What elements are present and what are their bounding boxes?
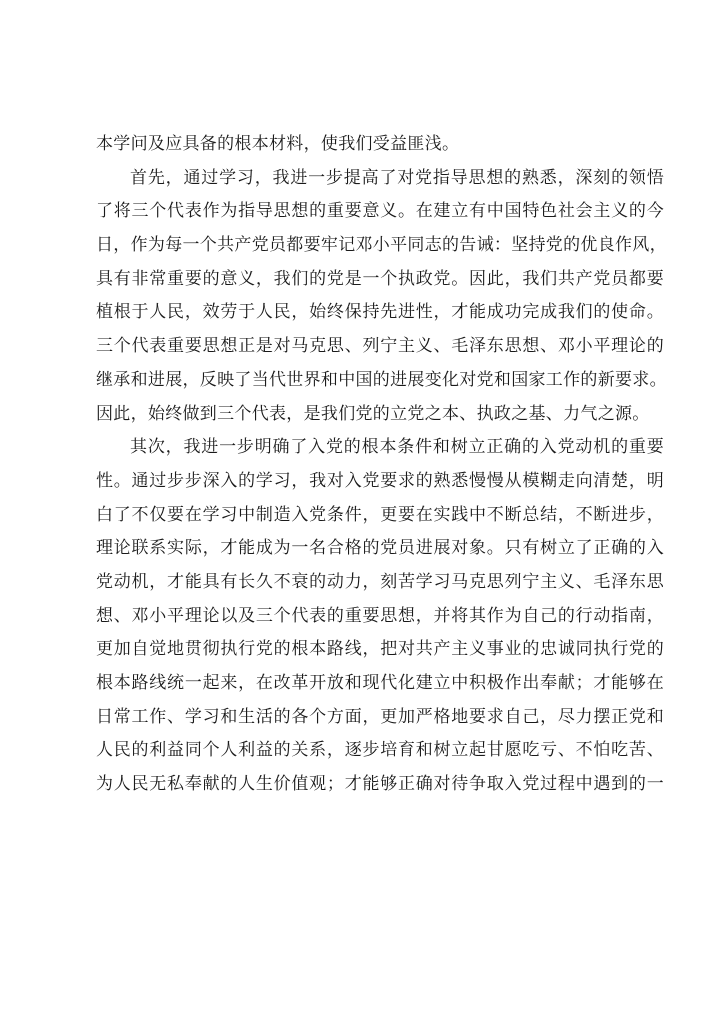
text-line: 植根于人民，效劳于人民，始终保持先进性，才能成功完成我们的使命。	[96, 302, 664, 323]
text-line: 性。通过步步深入的学习，我对入党要求的熟悉慢慢从模糊走向清楚，明	[96, 470, 664, 491]
text-line: 更加自觉地贯彻执行党的根本路线，把对共产主义事业的忠诚同执行党的	[96, 639, 664, 660]
text-line: 继承和进展，反映了当代世界和中国的进展变化对党和国家工作的新要求。	[96, 369, 667, 390]
text-line: 因此，始终做到三个代表，是我们党的立党之本、执政之基、力气之源。	[96, 403, 650, 424]
text-line: 白了不仅要在学习中制造入党条件，更要在实践中不断总结，不断进步，	[96, 504, 664, 525]
text-line: 党动机，才能具有长久不衰的动力，刻苦学习马克思列宁主义、毛泽东思	[96, 571, 664, 592]
text-line: 其次，我进一步明确了入党的根本条件和树立正确的入党动机的重要	[130, 437, 664, 458]
text-line: 为人民无私奉献的人生价值观；才能够正确对待争取入党过程中遇到的一	[96, 774, 664, 795]
text-line: 三个代表重要思想正是对马克思、列宁主义、毛泽东思想、邓小平理论的	[96, 336, 664, 357]
body-text	[96, 128, 667, 802]
text-line: 想、邓小平理论以及三个代表的重要思想，并将其作为自己的行动指南，	[96, 605, 664, 626]
text-line: 日常工作、学习和生活的各个方面，更加严格地要求自己，尽力摆正党和	[96, 706, 664, 727]
text-line: 理论联系实际，才能成为一名合格的党员进展对象。只有树立了正确的入	[96, 538, 664, 559]
text-line: 人民的利益同个人利益的关系，逐步培育和树立起甘愿吃亏、不怕吃苦、	[96, 740, 664, 761]
text-line: 本学问及应具备的根本材料，使我们受益匪浅。	[96, 134, 460, 154]
text-line: 根本路线统一起来，在改革开放和现代化建立中积极作出奉献；才能够在	[96, 673, 664, 693]
text-line: 具有非常重要的意义，我们的党是一个执政党。因此，我们共产党员都要	[96, 268, 664, 289]
text-line: 了将三个代表作为指导思想的重要意义。在建立有中国特色社会主义的今	[96, 201, 664, 222]
text-line: 首先，通过学习，我进一步提高了对党指导思想的熟悉，深刻的领悟	[130, 167, 664, 188]
text-line: 日，作为每一个共产党员都要牢记邓小平同志的告诫：坚持党的优良作风，	[96, 235, 667, 256]
